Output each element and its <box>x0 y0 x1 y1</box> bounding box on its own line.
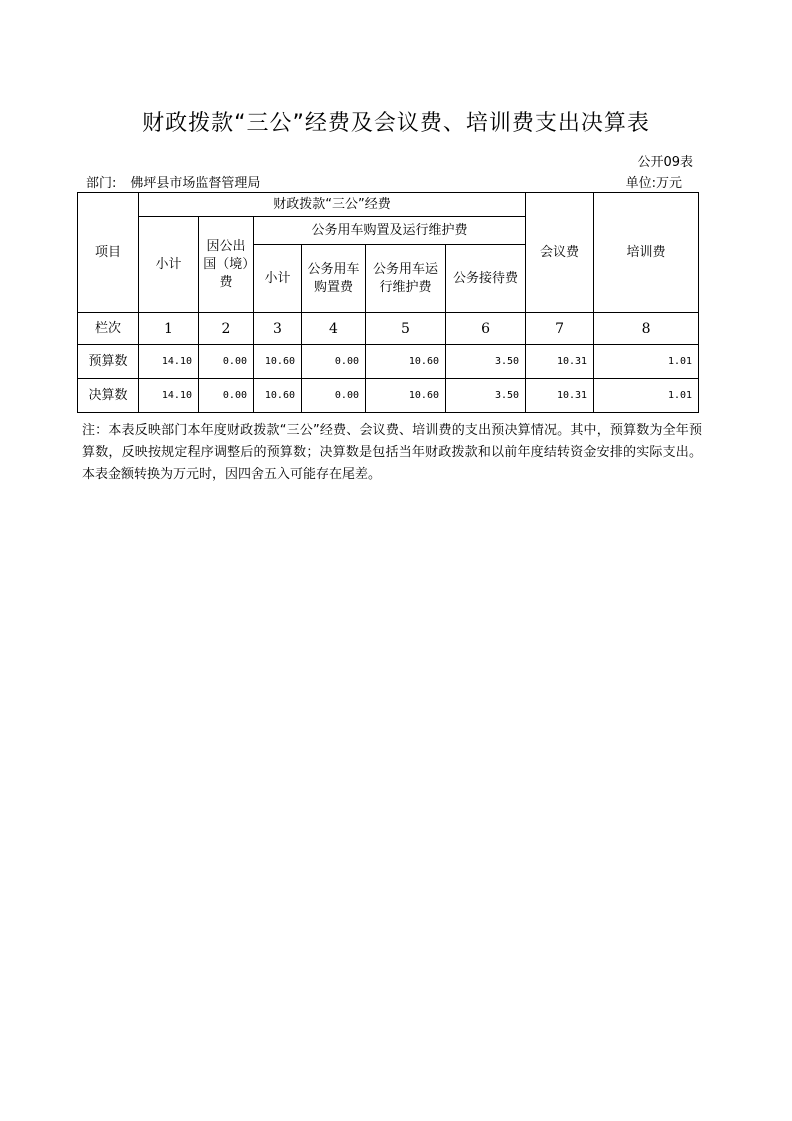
index-cell: 8 <box>594 313 699 345</box>
value-cell: 0.00 <box>199 345 254 379</box>
header-vehicle-subtotal: 小计 <box>254 245 302 313</box>
value-cell: 1.01 <box>594 379 699 413</box>
value-cell: 10.31 <box>526 379 594 413</box>
value-cell: 10.60 <box>366 379 446 413</box>
header-subtotal: 小计 <box>139 217 199 313</box>
value-cell: 10.60 <box>254 345 302 379</box>
index-row <box>78 313 699 345</box>
value-cell: 1.01 <box>594 345 699 379</box>
department-label: 部门: <box>86 176 117 191</box>
header-vehicle-group: 公务用车购置及运行维护费 <box>254 217 526 245</box>
index-cell: 4 <box>302 313 366 345</box>
value-cell: 0.00 <box>302 379 366 413</box>
index-cell: 5 <box>366 313 446 345</box>
index-cell: 3 <box>254 313 302 345</box>
index-row-label: 栏次 <box>78 313 139 345</box>
index-cell: 7 <box>526 313 594 345</box>
header-training: 培训费 <box>594 193 699 313</box>
value-cell: 3.50 <box>446 379 526 413</box>
value-cell: 0.00 <box>302 345 366 379</box>
header-meeting: 会议费 <box>526 193 594 313</box>
header-item: 项目 <box>78 193 139 313</box>
index-cell: 6 <box>446 313 526 345</box>
value-cell: 10.60 <box>254 379 302 413</box>
header-vehicle-operation: 公务用车运行维护费 <box>366 245 446 313</box>
header-three-public-group: 财政拨款“三公”经费 <box>139 193 526 217</box>
report-title: 财政拨款“三公”经费及会议费、培训费支出决算表 <box>142 111 650 136</box>
index-cell: 2 <box>199 313 254 345</box>
value-cell: 14.10 <box>139 345 199 379</box>
header-reception: 公务接待费 <box>446 245 526 313</box>
expense-table <box>77 192 699 413</box>
row-label: 预算数 <box>78 345 139 379</box>
value-cell: 10.60 <box>366 345 446 379</box>
header-vehicle-purchase: 公务用车购置费 <box>302 245 366 313</box>
value-cell: 3.50 <box>446 345 526 379</box>
footnote: 注：本表反映部门本年度财政拨款“三公”经费、会议费、培训费的支出预决算情况。其中，预算数为全年预算数，反映按规定程序调整后的预算数；决算数是包括当年财政拨款和以前年度结转资金安排的实际支出。本表金额转换为万元时，因四舍五入可能存在尾差。 <box>82 423 702 482</box>
unit-label: 单位:万元 <box>625 176 682 191</box>
department-name: 佛坪县市场监督管理局 <box>130 176 261 191</box>
form-number: 公开09表 <box>637 155 693 170</box>
value-cell: 0.00 <box>199 379 254 413</box>
index-cell: 1 <box>139 313 199 345</box>
table-row <box>78 379 699 413</box>
value-cell: 10.31 <box>526 345 594 379</box>
table-row <box>78 345 699 379</box>
department-line <box>86 172 260 191</box>
header-abroad: 因公出国（境）费 <box>199 217 254 313</box>
row-label: 决算数 <box>78 379 139 413</box>
value-cell: 14.10 <box>139 379 199 413</box>
